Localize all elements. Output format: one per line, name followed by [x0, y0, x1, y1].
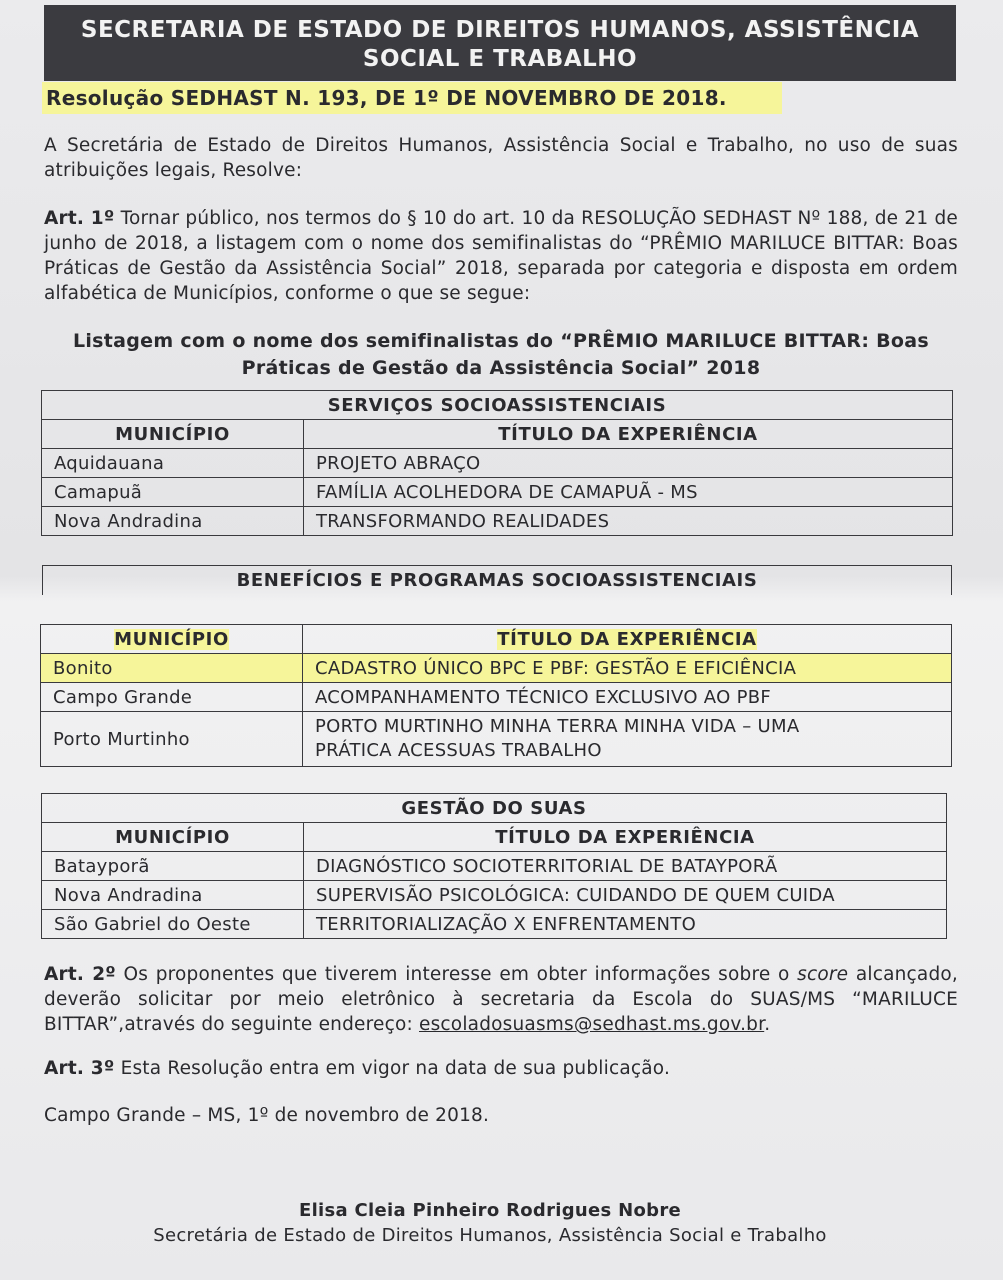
article-3-text: Esta Resolução entra em vigor na data de sua publicação. — [120, 1058, 671, 1079]
article-1 — [44, 206, 958, 306]
signature-name: Elisa Cleia Pinheiro Rodrigues Nobre — [298, 1200, 682, 1221]
cell-titulo: PROJETO ABRAÇO — [304, 449, 953, 478]
cell-titulo: FAMÍLIA ACOLHEDORA DE CAMAPUÃ - MS — [304, 478, 953, 507]
cell-municipio: São Gabriel do Oeste — [42, 910, 304, 939]
cell-municipio: Batayporã — [42, 852, 304, 881]
intro-paragraph: A Secretária de Estado de Direitos Humanos, Assistência Social e Trabalho, no uso de suas atribuições legais, Resolve: — [44, 135, 958, 181]
cell-municipio: Porto Murtinho — [41, 712, 303, 767]
article-1-label: Art. 1º — [44, 208, 115, 229]
column-header-titulo — [303, 625, 952, 654]
table-gestao — [41, 793, 947, 939]
cell-municipio: Bonito — [41, 654, 303, 683]
column-header-titulo: TÍTULO DA EXPERIÊNCIA — [304, 823, 947, 852]
table-row — [42, 881, 947, 910]
list-title-line-2: Práticas de Gestão da Assistência Social” 2018 — [241, 357, 761, 379]
article-2-label: Art. 2º — [44, 964, 116, 985]
cell-titulo: TRANSFORMANDO REALIDADES — [304, 507, 953, 536]
article-1-text: Tornar público, nos termos do § 10 do art. 10 da RESOLUÇÃO SEDHAST Nº 188, de 21 de junho de 2018, a listagem com o nome dos semifinalistas do “PRÊMIO MARILUCE BITTAR: Boas Práticas de Gestão da Assistência Social” 2018, separada por categoria e disposta em ordem alfabética de Municípios, conforme o que se segue: — [44, 208, 958, 304]
article-2 — [44, 962, 958, 1037]
cell-titulo: TERRITORIALIZAÇÃO X ENFRENTAMENTO — [304, 910, 947, 939]
signature-role: Secretária de Estado de Direitos Humanos, Assistência Social e Trabalho — [153, 1225, 827, 1246]
table-category: BENEFÍCIOS E PROGRAMAS SOCIOASSISTENCIAIS — [42, 565, 952, 595]
header-line-2: SOCIAL E TRABALHO — [362, 46, 638, 72]
email-link[interactable]: escoladosuasms@sedhast.ms.gov.br — [419, 1014, 765, 1035]
table-category: GESTÃO DO SUAS — [42, 794, 947, 823]
table-row — [42, 507, 953, 536]
table-row — [42, 449, 953, 478]
place-date: Campo Grande – MS, 1º de novembro de 2018. — [44, 1105, 490, 1126]
table-row — [41, 712, 952, 767]
table-beneficios — [40, 624, 952, 767]
article-2-text-a: Os proponentes que tiverem interesse em obter informações sobre o — [123, 964, 790, 985]
article-3 — [44, 1056, 958, 1081]
cell-titulo — [303, 712, 952, 767]
article-3-label: Art. 3º — [44, 1058, 115, 1079]
cell-municipio: Nova Andradina — [42, 881, 304, 910]
table-servicos — [41, 390, 953, 536]
cell-titulo-line-2: PRÁTICA ACESSUAS TRABALHO — [315, 740, 602, 761]
column-header-titulo: TÍTULO DA EXPERIÊNCIA — [304, 420, 953, 449]
table-row — [41, 683, 952, 712]
article-2-text-b: alcançado, deverão solicitar por meio eletrônico à secretaria da Escola do SUAS/MS “MARILUCE BITTAR”,através do seguinte endereço: — [44, 964, 958, 1035]
header-banner — [44, 5, 956, 81]
cell-titulo: ACOMPANHAMENTO TÉCNICO EXCLUSIVO AO PBF — [303, 683, 952, 712]
column-header-municipio — [41, 625, 303, 654]
cell-municipio: Nova Andradina — [42, 507, 304, 536]
column-header-label: TÍTULO DA EXPERIÊNCIA — [497, 628, 757, 650]
column-header-label: MUNICÍPIO — [114, 628, 229, 650]
table-row — [41, 654, 952, 683]
column-header-municipio: MUNICÍPIO — [42, 420, 304, 449]
cell-titulo-line-1: PORTO MURTINHO MINHA TERRA MINHA VIDA – UMA — [315, 716, 800, 737]
column-header-municipio: MUNICÍPIO — [42, 823, 304, 852]
table-row — [42, 852, 947, 881]
cell-municipio: Campo Grande — [41, 683, 303, 712]
cell-titulo: CADASTRO ÚNICO BPC E PBF: GESTÃO E EFICIÊNCIA — [303, 654, 952, 683]
list-title-line-1: Listagem com o nome dos semifinalistas do “PRÊMIO MARILUCE BITTAR: Boas — [72, 330, 930, 352]
article-2-score: score — [797, 964, 849, 985]
table-category: SERVIÇOS SOCIOASSISTENCIAIS — [42, 391, 953, 420]
article-2-end: . — [764, 1014, 771, 1035]
cell-municipio: Aquidauana — [42, 449, 304, 478]
list-title — [44, 328, 958, 382]
cell-titulo: SUPERVISÃO PSICOLÓGICA: CUIDANDO DE QUEM CUIDA — [304, 881, 947, 910]
table-row — [42, 478, 953, 507]
cell-municipio: Camapuã — [42, 478, 304, 507]
table-row — [42, 910, 947, 939]
cell-titulo: DIAGNÓSTICO SOCIOTERRITORIAL DE BATAYPORÃ — [304, 852, 947, 881]
resolution-title: Resolução SEDHAST N. 193, DE 1º DE NOVEMBRO DE 2018. — [42, 82, 782, 114]
header-line-1: SECRETARIA DE ESTADO DE DIREITOS HUMANOS, ASSISTÊNCIA — [80, 17, 920, 43]
